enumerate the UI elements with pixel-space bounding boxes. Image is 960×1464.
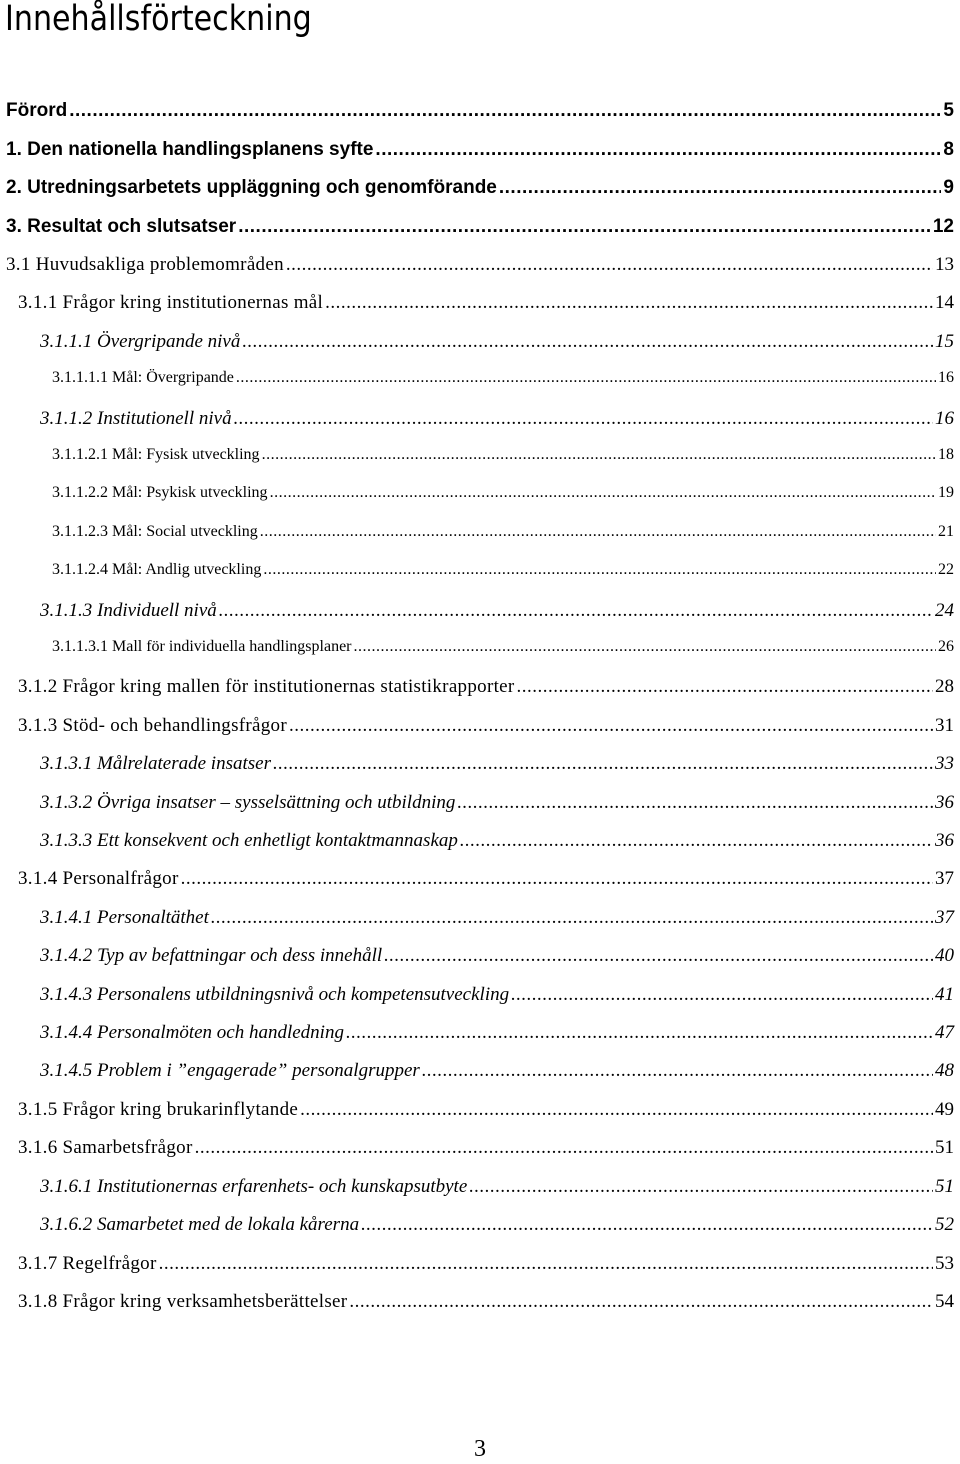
toc-leader-dots	[236, 369, 936, 387]
toc-entry-title: 3. Resultat och slutsatser	[6, 216, 237, 237]
toc-entry[interactable]	[40, 830, 954, 860]
toc-entry-page: 19	[938, 484, 954, 501]
toc-leader-dots	[457, 792, 933, 814]
toc-entry-page: 8	[943, 139, 954, 160]
toc-leader-dots	[69, 100, 941, 122]
toc-entry-title: 3.1.1.1 Övergripande nivå	[40, 331, 241, 352]
toc-entry-page: 12	[932, 216, 954, 237]
toc-entry[interactable]	[6, 139, 954, 169]
toc-entry-title: 3.1.1.2.2 Mål: Psykisk utveckling	[52, 484, 268, 501]
toc-entry[interactable]	[52, 561, 954, 591]
toc-entry-title: 3.1.8 Frågor kring verksamhetsberättelser	[18, 1291, 348, 1312]
toc-entry-page: 37	[935, 868, 954, 889]
toc-leader-dots	[349, 1291, 933, 1313]
toc-entry-title: 3.1.2 Frågor kring mallen för institutionernas statistikrapporter	[18, 676, 515, 697]
toc-entry-title: 3.1.3.1 Målrelaterade insatser	[40, 753, 271, 774]
toc-entry[interactable]	[40, 945, 954, 975]
toc-entry[interactable]	[52, 638, 954, 668]
toc-leader-dots	[262, 446, 936, 464]
toc-entry-page: 33	[935, 753, 954, 774]
toc-leader-dots	[517, 676, 933, 698]
toc-entry-page: 49	[935, 1099, 954, 1120]
toc-entry-title: 1. Den nationella handlingsplanens syfte	[6, 139, 374, 160]
toc-entry-page: 16	[938, 369, 954, 386]
toc-entry-page: 13	[935, 254, 954, 275]
toc-leader-dots	[286, 254, 933, 276]
toc-leader-dots	[263, 561, 936, 579]
toc-entry-page: 28	[935, 676, 954, 697]
toc-entry-title: 3.1.1.2.3 Mål: Social utveckling	[52, 523, 258, 540]
toc-entry-page: 54	[935, 1291, 954, 1312]
toc-entry[interactable]	[40, 753, 954, 783]
toc-entry-title: 3.1.3.2 Övriga insatser – sysselsättning och utbildning	[40, 792, 456, 813]
toc-entry-title: 3.1.4 Personalfrågor	[18, 868, 179, 889]
toc-leader-dots	[511, 984, 933, 1006]
page-title: Innehållsförteckning	[5, 0, 312, 39]
toc-entry-title: 3.1.3.3 Ett konsekvent och enhetligt kontaktmannaskap	[40, 830, 458, 851]
toc-entry[interactable]	[40, 792, 954, 822]
toc-entry-page: 47	[935, 1022, 954, 1043]
toc-leader-dots	[460, 830, 933, 852]
toc-entry-page: 24	[935, 600, 954, 621]
toc-entry[interactable]	[40, 1176, 954, 1206]
toc-entry-page: 22	[938, 561, 954, 578]
toc-entry-page: 36	[935, 830, 954, 851]
toc-entry-title: 3.1.5 Frågor kring brukarinflytande	[18, 1099, 299, 1120]
toc-entry[interactable]	[18, 1253, 954, 1283]
toc-entry[interactable]	[6, 216, 954, 246]
toc-entry-title: 3.1.1.3.1 Mall för individuella handlingsplaner	[52, 638, 352, 655]
toc-entry-title: 3.1.3 Stöd- och behandlingsfrågor	[18, 715, 287, 736]
toc-leader-dots	[384, 945, 933, 967]
toc-entry-title: 3.1 Huvudsakliga problemområden	[6, 254, 284, 275]
toc-leader-dots	[469, 1176, 933, 1198]
toc-entry[interactable]	[6, 254, 954, 284]
toc-entry-page: 41	[935, 984, 954, 1005]
toc-entry-title: 3.1.1.1.1 Mål: Övergripande	[52, 369, 234, 386]
toc-entry-page: 16	[935, 408, 954, 429]
toc-entry-page: 26	[938, 638, 954, 655]
toc-leader-dots	[273, 753, 933, 775]
toc-leader-dots	[361, 1214, 933, 1236]
toc-leader-dots	[238, 216, 931, 238]
toc-entry-title: 2. Utredningsarbetets uppläggning och genomförande	[6, 177, 497, 198]
toc-entry-title: 3.1.7 Regelfrågor	[18, 1253, 157, 1274]
toc-entry-page: 18	[938, 446, 954, 463]
toc-leader-dots	[181, 868, 933, 890]
toc-entry-title: 3.1.1.2.4 Mål: Andlig utveckling	[52, 561, 262, 578]
toc-entry-title: 3.1.1.2.1 Mål: Fysisk utveckling	[52, 446, 260, 463]
toc-entry[interactable]	[52, 369, 954, 399]
toc-entry-title: 3.1.1.3 Individuell nivå	[40, 600, 217, 621]
toc-entry-title: 3.1.4.2 Typ av befattningar och dess innehåll	[40, 945, 383, 966]
toc-leader-dots	[219, 600, 933, 622]
toc-entry-page: 51	[935, 1137, 954, 1158]
toc-leader-dots	[260, 523, 936, 541]
toc-leader-dots	[195, 1137, 933, 1159]
toc-leader-dots	[270, 484, 936, 502]
toc-entry[interactable]	[18, 676, 954, 706]
toc-entry-title: 3.1.4.1 Personaltäthet	[40, 907, 209, 928]
toc-entry[interactable]	[6, 177, 954, 207]
toc-entry[interactable]	[40, 1060, 954, 1090]
toc-leader-dots	[422, 1060, 933, 1082]
toc-leader-dots	[242, 331, 933, 353]
toc-entry[interactable]	[52, 484, 954, 514]
toc-entry-page: 37	[935, 907, 954, 928]
toc-leader-dots	[289, 715, 933, 737]
toc-entry[interactable]	[40, 984, 954, 1014]
toc-entry-title: 3.1.1 Frågor kring institutionernas mål	[18, 292, 324, 313]
toc-entry[interactable]	[18, 868, 954, 898]
toc-entry[interactable]	[40, 1214, 954, 1244]
page-number: 3	[474, 1436, 486, 1462]
toc-leader-dots	[346, 1022, 933, 1044]
toc-leader-dots	[325, 292, 933, 314]
toc-entry-page: 48	[935, 1060, 954, 1081]
toc-entry[interactable]	[40, 600, 954, 630]
toc-entry[interactable]	[52, 523, 954, 553]
toc-entry[interactable]	[52, 446, 954, 476]
toc-entry-page: 40	[935, 945, 954, 966]
toc-leader-dots	[354, 638, 937, 656]
toc-entry-title: 3.1.4.3 Personalens utbildningsnivå och kompetensutveckling	[40, 984, 510, 1005]
toc-entry-title: 3.1.6.2 Samarbetet med de lokala kårerna	[40, 1214, 360, 1235]
toc-entry-title: 3.1.6 Samarbetsfrågor	[18, 1137, 193, 1158]
toc-entry-page: 15	[935, 331, 954, 352]
toc-entry[interactable]	[18, 715, 954, 745]
toc-entry[interactable]	[18, 1291, 954, 1321]
toc-leader-dots	[499, 177, 942, 199]
toc-entry-title: Förord	[6, 100, 68, 121]
toc-leader-dots	[300, 1099, 933, 1121]
toc-entry[interactable]	[18, 1137, 954, 1167]
toc-entry[interactable]	[40, 408, 954, 438]
toc-entry-page: 52	[935, 1214, 954, 1235]
toc-leader-dots	[375, 139, 941, 161]
toc-entry[interactable]	[18, 1099, 954, 1129]
toc-entry[interactable]	[40, 1022, 954, 1052]
toc-entry[interactable]	[18, 292, 954, 322]
toc-leader-dots	[234, 408, 933, 430]
toc-entry-page: 53	[935, 1253, 954, 1274]
toc-entry[interactable]	[6, 100, 954, 130]
toc-entry-page: 31	[935, 715, 954, 736]
toc-entry-page: 21	[938, 523, 954, 540]
toc-entry-page: 36	[935, 792, 954, 813]
toc-entry-title: 3.1.1.2 Institutionell nivå	[40, 408, 232, 429]
toc-entry-title: 3.1.6.1 Institutionernas erfarenhets- och kunskapsutbyte	[40, 1176, 468, 1197]
toc-entry-page: 14	[935, 292, 954, 313]
toc-entry-title: 3.1.4.4 Personalmöten och handledning	[40, 1022, 344, 1043]
toc-entry[interactable]	[40, 331, 954, 361]
toc-entry-page: 5	[943, 100, 954, 121]
toc-entry-page: 9	[943, 177, 954, 198]
toc-entry-title: 3.1.4.5 Problem i ”engagerade” personalgrupper	[40, 1060, 420, 1081]
toc-leader-dots	[159, 1253, 933, 1275]
toc-entry[interactable]	[40, 907, 954, 937]
toc-entry-page: 51	[935, 1176, 954, 1197]
toc-leader-dots	[211, 907, 933, 929]
